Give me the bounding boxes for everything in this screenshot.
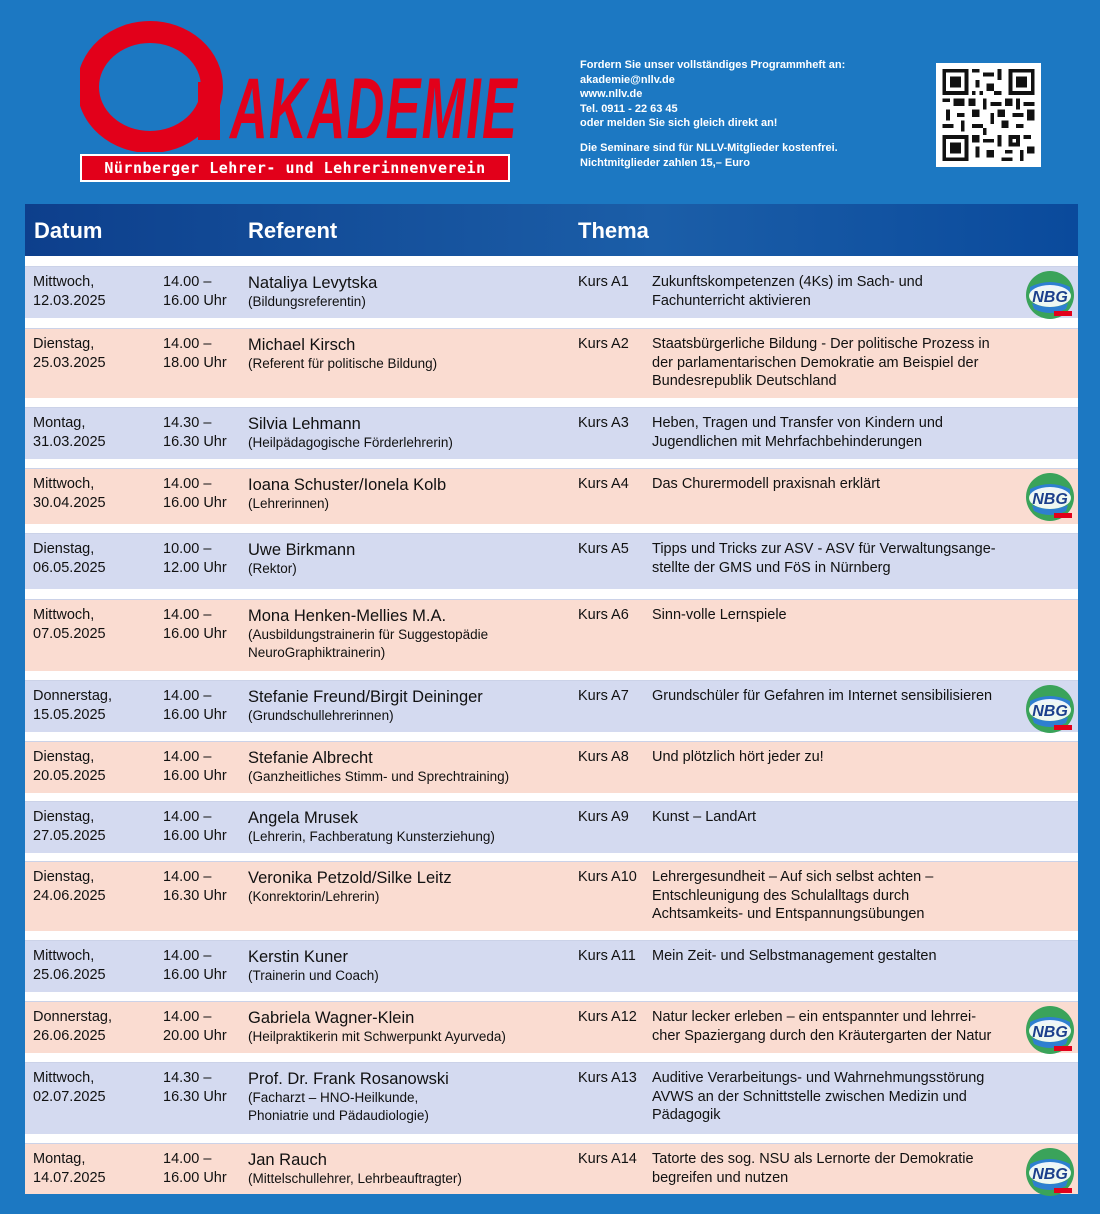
row-time-to: 16.30 Uhr bbox=[163, 1088, 227, 1105]
info-line: oder melden Sie sich gleich direkt an! bbox=[580, 117, 778, 130]
row-weekday: Montag, bbox=[33, 415, 86, 431]
row-time-from: 14.00 – bbox=[163, 948, 212, 964]
row-time-to: 16.00 Uhr bbox=[163, 494, 227, 511]
table-row[interactable] bbox=[25, 861, 1078, 931]
row-time-from: 14.00 – bbox=[163, 274, 212, 290]
badge-text: NBG bbox=[1032, 289, 1068, 306]
course-topic: Natur lecker erleben – ein entspannter und lehrrei- cher Spaziergang durch den Kräutergarten der Natur bbox=[652, 1009, 992, 1044]
contact-info bbox=[580, 58, 910, 170]
row-weekday: Dienstag, bbox=[33, 749, 95, 765]
row-weekday: Mittwoch, bbox=[33, 1070, 95, 1086]
row-time-to: 16.00 Uhr bbox=[163, 767, 227, 784]
row-date bbox=[33, 748, 158, 785]
row-weekday: Montag, bbox=[33, 1151, 86, 1167]
row-date-value: 14.07.2025 bbox=[33, 1169, 106, 1186]
course-topic: Tatorte des sog. NSU als Lernorte der Demokratie begreifen und nutzen bbox=[652, 1151, 974, 1186]
table-row[interactable] bbox=[25, 468, 1078, 524]
row-time bbox=[163, 335, 243, 372]
referent-name: Prof. Dr. Frank Rosanowski bbox=[248, 1070, 449, 1088]
row-referent bbox=[248, 1069, 578, 1125]
row-date-value: 12.03.2025 bbox=[33, 292, 106, 309]
column-header-date: Datum bbox=[34, 218, 103, 243]
row-referent bbox=[248, 868, 578, 906]
referent-role: (Lehrerinnen) bbox=[248, 496, 330, 511]
referent-role: (Heilpädagogische Förderlehrerin) bbox=[248, 435, 453, 450]
row-time-to: 20.00 Uhr bbox=[163, 1027, 227, 1044]
row-date-value: 07.05.2025 bbox=[33, 625, 106, 642]
referent-name: Nataliya Levytska bbox=[248, 274, 378, 292]
row-date bbox=[33, 335, 158, 372]
course-topic: Staatsbürgerliche Bildung - Der politische Prozess in der parlamentarischen Demokratie am Beispiel der Bundesrepublik Deutschland bbox=[652, 336, 990, 389]
table-row[interactable] bbox=[25, 741, 1078, 793]
row-time bbox=[163, 606, 243, 643]
row-date-value: 30.04.2025 bbox=[33, 494, 106, 511]
nbg-badge-icon bbox=[1024, 471, 1076, 523]
referent-role: (Lehrerin, Fachberatung Kunsterziehung) bbox=[248, 829, 495, 844]
badge-text: NBG bbox=[1032, 491, 1068, 508]
row-time-to: 16.00 Uhr bbox=[163, 827, 227, 844]
badge-text: NBG bbox=[1032, 1024, 1068, 1041]
referent-name: Veronika Petzold/Silke Leitz bbox=[248, 869, 452, 887]
row-date bbox=[33, 1008, 158, 1045]
course-topic: Mein Zeit- und Selbstmanagement gestalten bbox=[652, 948, 937, 964]
row-date-value: 06.05.2025 bbox=[33, 559, 106, 576]
row-time bbox=[163, 540, 243, 577]
course-topic: Heben, Tragen und Transfer von Kindern und Jugendlichen mit Mehrfachbehinderungen bbox=[652, 415, 943, 450]
table-row[interactable] bbox=[25, 599, 1078, 671]
qr-code-graphic bbox=[942, 69, 1035, 161]
nbg-badge-icon bbox=[1024, 1146, 1076, 1198]
referent-role: (Mittelschullehrer, Lehrbeauftragter) bbox=[248, 1171, 462, 1186]
row-date bbox=[33, 1150, 158, 1187]
course-topic: Zukunftskompetenzen (4Ks) im Sach- und Fachunterricht aktivieren bbox=[652, 274, 923, 309]
row-time bbox=[163, 808, 243, 845]
table-row[interactable] bbox=[25, 1001, 1078, 1053]
course-number: Kurs A14 bbox=[578, 1151, 637, 1167]
info-line: Fordern Sie unser vollständiges Programmheft an: bbox=[580, 59, 846, 71]
course-topic: Und plötzlich hört jeder zu! bbox=[652, 749, 824, 765]
row-time-to: 16.00 Uhr bbox=[163, 625, 227, 642]
row-referent bbox=[248, 1150, 578, 1188]
course-number: Kurs A13 bbox=[578, 1070, 637, 1086]
table-row[interactable] bbox=[25, 328, 1078, 398]
column-header-topic: Thema bbox=[578, 218, 649, 243]
course-topic: Das Churermodell praxisnah erklärt bbox=[652, 476, 881, 492]
referent-name: Angela Mrusek bbox=[248, 809, 359, 827]
row-time bbox=[163, 947, 243, 984]
row-date bbox=[33, 687, 158, 724]
logo-subtitle: Nürnberger Lehrer- und Lehrerinnenverein bbox=[80, 154, 510, 182]
row-referent bbox=[248, 1008, 578, 1046]
table-row[interactable] bbox=[25, 801, 1078, 853]
row-time-from: 14.00 – bbox=[163, 688, 212, 704]
row-weekday: Mittwoch, bbox=[33, 476, 95, 492]
referent-name: Uwe Birkmann bbox=[248, 541, 356, 559]
row-time-from: 14.00 – bbox=[163, 1009, 212, 1025]
row-weekday: Dienstag, bbox=[33, 809, 95, 825]
referent-name: Ioana Schuster/Ionela Kolb bbox=[248, 476, 447, 494]
row-time-to: 16.00 Uhr bbox=[163, 292, 227, 309]
course-number: Kurs A6 bbox=[578, 607, 629, 623]
referent-role: (Referent für politische Bildung) bbox=[248, 356, 438, 371]
referent-name: Kerstin Kuner bbox=[248, 948, 348, 966]
row-referent bbox=[248, 540, 578, 578]
referent-role: (Trainerin und Coach) bbox=[248, 968, 379, 983]
row-referent bbox=[248, 273, 578, 311]
row-time bbox=[163, 1069, 243, 1106]
row-time-to: 16.00 Uhr bbox=[163, 966, 227, 983]
row-date-value: 25.06.2025 bbox=[33, 966, 106, 983]
referent-name: Silvia Lehmann bbox=[248, 415, 361, 433]
table-row[interactable] bbox=[25, 407, 1078, 459]
column-header-referent: Referent bbox=[248, 218, 338, 243]
row-date bbox=[33, 414, 158, 451]
course-number: Kurs A5 bbox=[578, 541, 629, 557]
table-row[interactable] bbox=[25, 1143, 1078, 1194]
row-referent bbox=[248, 947, 578, 985]
row-time bbox=[163, 868, 243, 905]
course-number: Kurs A11 bbox=[578, 948, 636, 964]
row-date-value: 25.03.2025 bbox=[33, 354, 106, 371]
badge-text: NBG bbox=[1032, 703, 1068, 720]
course-number: Kurs A2 bbox=[578, 336, 629, 352]
row-date bbox=[33, 947, 158, 984]
row-referent bbox=[248, 606, 578, 662]
course-number: Kurs A9 bbox=[578, 809, 629, 825]
row-time-to: 16.30 Uhr bbox=[163, 887, 227, 904]
row-time-from: 10.00 – bbox=[163, 541, 212, 557]
referent-name: Jan Rauch bbox=[248, 1151, 327, 1169]
row-time-from: 14.00 – bbox=[163, 476, 212, 492]
course-topic: Sinn-volle Lernspiele bbox=[652, 607, 787, 623]
course-topic: Kunst – LandArt bbox=[652, 809, 756, 825]
info-phone: Tel. 0911 - 22 63 45 bbox=[580, 102, 678, 115]
course-number: Kurs A8 bbox=[578, 749, 629, 765]
referent-name: Gabriela Wagner-Klein bbox=[248, 1009, 415, 1027]
row-date bbox=[33, 808, 158, 845]
row-time bbox=[163, 748, 243, 785]
referent-role: (Bildungsreferentin) bbox=[248, 294, 366, 309]
row-referent bbox=[248, 475, 578, 513]
course-number: Kurs A10 bbox=[578, 869, 637, 885]
row-time-to: 16.00 Uhr bbox=[163, 706, 227, 723]
fee-line: Die Seminare sind für NLLV-Mitglieder kostenfrei. bbox=[580, 141, 838, 154]
course-topic: Grundschüler für Gefahren im Internet sensibilisieren bbox=[652, 688, 993, 704]
info-website[interactable]: www.nllv.de bbox=[580, 88, 643, 101]
course-number: Kurs A1 bbox=[578, 274, 629, 290]
course-topic: Lehrergesundheit – Auf sich selbst achten – Entschleunigung des Schulalltags durch Achtsamkeits- und Entspannungsübungen bbox=[652, 869, 934, 922]
info-email[interactable]: akademie@nllv.de bbox=[580, 73, 675, 86]
row-time bbox=[163, 475, 243, 512]
table-row[interactable] bbox=[25, 940, 1078, 992]
row-time-to: 16.00 Uhr bbox=[163, 1169, 227, 1186]
referent-name: Stefanie Freund/Birgit Deininger bbox=[248, 688, 483, 706]
nbg-badge-icon bbox=[1024, 1004, 1076, 1056]
row-date-value: 31.03.2025 bbox=[33, 433, 106, 450]
course-topic: Tipps und Tricks zur ASV - ASV für Verwaltungsange- stellte der GMS und FöS in Nürnberg bbox=[652, 541, 996, 576]
qr-code-icon[interactable] bbox=[936, 63, 1041, 167]
table-row[interactable] bbox=[25, 266, 1078, 318]
row-weekday: Dienstag, bbox=[33, 541, 95, 557]
seminar-table bbox=[25, 204, 1078, 1194]
row-time bbox=[163, 1008, 243, 1045]
course-number: Kurs A12 bbox=[578, 1009, 637, 1025]
referent-role: (Grundschullehrerinnen) bbox=[248, 708, 394, 723]
table-header bbox=[25, 204, 1078, 256]
row-weekday: Mittwoch, bbox=[33, 948, 95, 964]
row-referent bbox=[248, 748, 578, 786]
row-time bbox=[163, 273, 243, 310]
referent-role: (Konrektorin/Lehrerin) bbox=[248, 889, 380, 904]
row-weekday: Donnerstag, bbox=[33, 688, 112, 704]
row-weekday: Mittwoch, bbox=[33, 274, 95, 290]
row-referent bbox=[248, 414, 578, 452]
referent-role: (Facharzt – HNO-Heilkunde, Phoniatrie und Pädaudiologie) bbox=[248, 1090, 429, 1123]
referent-role: (Rektor) bbox=[248, 561, 297, 576]
row-time-to: 12.00 Uhr bbox=[163, 559, 227, 576]
row-referent bbox=[248, 687, 578, 725]
row-date-value: 24.06.2025 bbox=[33, 887, 106, 904]
row-date bbox=[33, 1069, 158, 1106]
logo-wordmark bbox=[80, 12, 520, 152]
table-row[interactable] bbox=[25, 1062, 1078, 1134]
row-date-value: 26.06.2025 bbox=[33, 1027, 106, 1044]
row-time-from: 14.30 – bbox=[163, 1070, 212, 1086]
fee-line: Nichtmitglieder zahlen 15,– Euro bbox=[580, 156, 750, 169]
row-referent bbox=[248, 335, 578, 373]
row-date bbox=[33, 868, 158, 905]
course-topic: Auditive Verarbeitungs- und Wahrnehmungsstörung AVWS an der Schnittstelle zwischen Medizin und Pädagogik bbox=[652, 1070, 985, 1123]
referent-name: Stefanie Albrecht bbox=[248, 749, 373, 767]
row-time-to: 16.30 Uhr bbox=[163, 433, 227, 450]
row-date bbox=[33, 475, 158, 512]
referent-name: Michael Kirsch bbox=[248, 336, 356, 354]
row-time bbox=[163, 1150, 243, 1187]
course-number: Kurs A7 bbox=[578, 688, 629, 704]
row-date bbox=[33, 606, 158, 643]
nbg-badge-icon bbox=[1024, 683, 1076, 735]
row-weekday: Donnerstag, bbox=[33, 1009, 112, 1025]
nbg-badge-icon bbox=[1024, 269, 1076, 321]
row-date bbox=[33, 540, 158, 577]
table-row[interactable] bbox=[25, 533, 1078, 589]
row-referent bbox=[248, 808, 578, 846]
row-time-from: 14.00 – bbox=[163, 809, 212, 825]
row-time bbox=[163, 414, 243, 451]
badge-text: NBG bbox=[1032, 1166, 1068, 1183]
row-date-value: 15.05.2025 bbox=[33, 706, 106, 723]
row-date-value: 20.05.2025 bbox=[33, 767, 106, 784]
row-time bbox=[163, 687, 243, 724]
row-time-from: 14.30 – bbox=[163, 415, 212, 431]
referent-role: (Heilpraktikerin mit Schwerpunkt Ayurveda) bbox=[248, 1029, 506, 1044]
akademie-logo bbox=[80, 12, 520, 184]
table-row[interactable] bbox=[25, 680, 1078, 732]
row-date-value: 27.05.2025 bbox=[33, 827, 106, 844]
logo-text: AKADEMIE bbox=[228, 61, 519, 152]
referent-role: (Ausbildungstrainerin für Suggestopädie NeuroGraphiktrainerin) bbox=[248, 627, 489, 660]
row-time-from: 14.00 – bbox=[163, 749, 212, 765]
referent-name: Mona Henken-Mellies M.A. bbox=[248, 607, 447, 625]
row-date bbox=[33, 273, 158, 310]
course-number: Kurs A3 bbox=[578, 415, 629, 431]
row-weekday: Dienstag, bbox=[33, 336, 95, 352]
row-weekday: Dienstag, bbox=[33, 869, 95, 885]
row-time-from: 14.00 – bbox=[163, 869, 212, 885]
referent-role: (Ganzheitliches Stimm- und Sprechtraining) bbox=[248, 769, 510, 784]
row-date-value: 02.07.2025 bbox=[33, 1088, 106, 1105]
row-time-from: 14.00 – bbox=[163, 336, 212, 352]
row-weekday: Mittwoch, bbox=[33, 607, 95, 623]
row-time-to: 18.00 Uhr bbox=[163, 354, 227, 371]
row-time-from: 14.00 – bbox=[163, 1151, 212, 1167]
course-number: Kurs A4 bbox=[578, 476, 629, 492]
row-time-from: 14.00 – bbox=[163, 607, 212, 623]
